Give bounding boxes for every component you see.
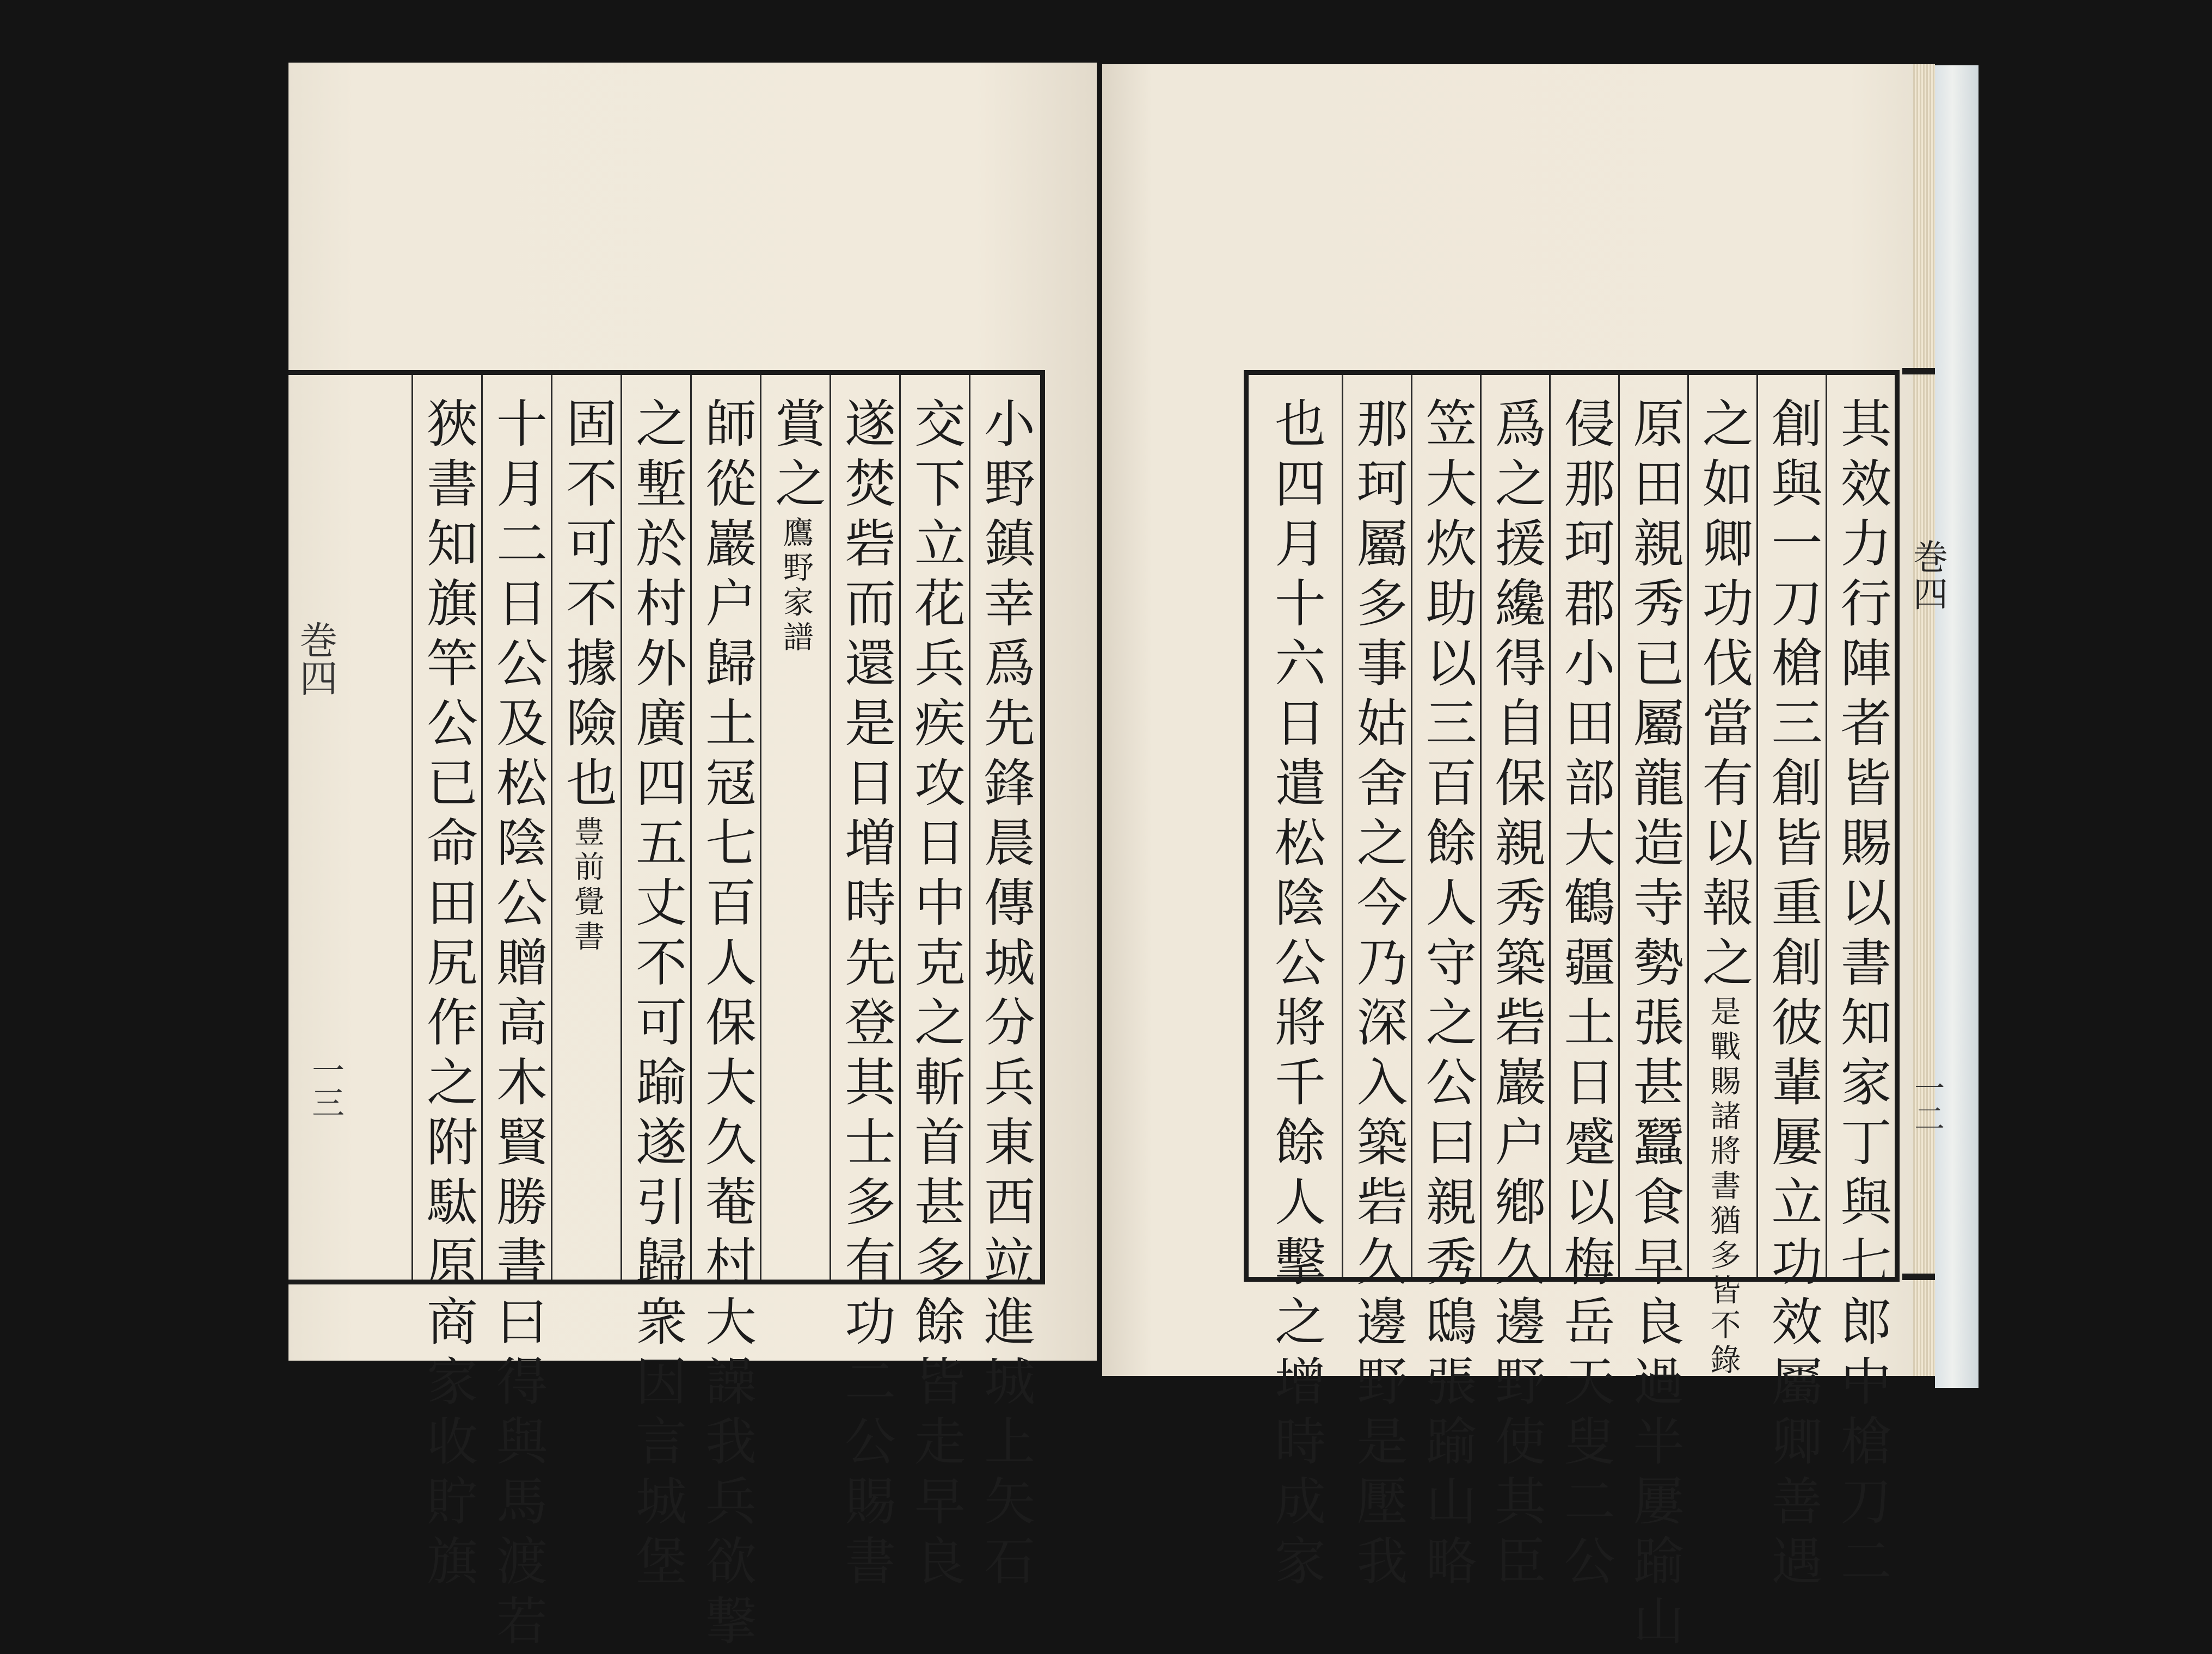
text-column: 小野鎮幸爲先鋒晨傳城分兵東西竝進城上矢石: [969, 375, 1039, 1280]
text-column: 交下立花兵疾攻日中克之斬首甚多餘皆走早良: [899, 375, 969, 1280]
text-column: 狹書知旗竿公已命田尻作之附駄原商家收貯旗: [411, 375, 481, 1280]
left-folio: 一三: [306, 1053, 345, 1118]
right-text-frame: [1244, 370, 1900, 1654]
cover-edge: [1935, 65, 1978, 1388]
text-column: 遂焚砦而還是日増時先登其士多有功二公賜書: [830, 375, 899, 1280]
left-text-frame: [288, 370, 1045, 1654]
text-column: 爲之援纔得自保親秀築砦巖户鄕久邊野使其臣: [1480, 375, 1549, 1277]
text-column: 那珂屬多事姑舍之今乃深入築砦久邊野是壓我: [1342, 375, 1411, 1277]
fold-mark-bottom: [1902, 1274, 1935, 1280]
fold-mark-top: [1902, 368, 1935, 374]
text-column: 師從巖户歸土冦七百人保大久菴村大譟我兵欲撃: [690, 375, 760, 1280]
right-margin-title: 巻四: [1907, 539, 1947, 613]
text-column: 原田親秀已屬龍造寺勢張甚蠶食早良過半屢踰山: [1618, 375, 1687, 1277]
text-column: 創與一刀槍三創皆重創彼輩屢立功效屬卿善遇: [1756, 375, 1826, 1277]
text-column: 賞之 鷹野家譜: [760, 375, 830, 1280]
text-column: 之如卿功伐當有以報之 是戰賜諸將書猶多皆不錄: [1687, 375, 1756, 1277]
text-column: 也四月十六日遣松陰公將千餘人擊之增時成家: [1265, 397, 1325, 1594]
right-folio: 一二: [1909, 1072, 1945, 1133]
text-column: 其效力行陣者皆賜以書知家丁與七郎中槍刀二: [1826, 375, 1895, 1277]
text-column: 之塹於村外廣四五丈不可踰遂引歸衆因言城堡: [620, 375, 690, 1280]
text-column: 十月二日公及松陰公贈高木賢勝書曰得與馬渡若: [481, 375, 551, 1280]
left-margin-title: 巻四: [293, 620, 338, 697]
text-column: 固不可不據險也 豊前覺書: [551, 375, 620, 1280]
text-column: 侵那珂郡小田部大鶴疆土日蹙以梅岳天叟二公: [1549, 375, 1618, 1277]
text-column: 笠大炊助以三百餘人守之公曰親秀鴟張踰山略: [1411, 375, 1480, 1277]
